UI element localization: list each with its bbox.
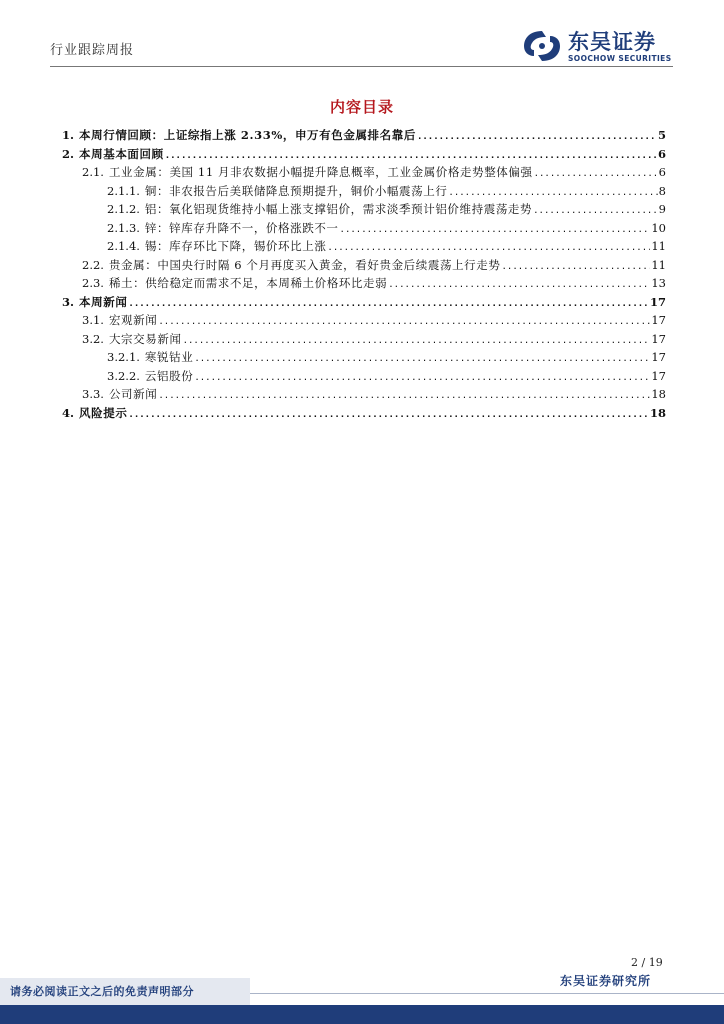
toc-entry-title: 稀土：供给稳定而需求不足，本周稀土价格环比走弱 [108,276,388,290]
toc-leader-dots [128,295,649,312]
toc-entry-number: 3.1. [82,313,104,327]
logo-chinese-name: 东吴证券 [568,30,656,54]
toc-entry-number: 3.3. [82,387,104,401]
toc-entry-number: 2.2. [82,257,104,272]
toc-entry[interactable] [62,126,666,145]
toc-entry[interactable] [62,348,666,367]
toc-entry-title: 风险提示 [79,405,128,420]
toc-leader-dots [183,332,651,349]
disclaimer-notice: 请务必阅读正文之后的免责声明部分 [0,978,250,1005]
toc-entry[interactable] [62,182,666,201]
toc-entry-title: 大宗交易新闻 [108,331,182,346]
toc-entry-title: 本周基本面回顾 [79,146,164,161]
toc-entry-title: 贵金属：中国央行时隔 6 个月再度买入黄金，看好贵金后续震荡上行走势 [108,257,501,272]
table-of-contents [62,126,666,422]
toc-leader-dots [417,128,657,145]
toc-entry-page: 10 [651,220,666,235]
toc-entry-page: 8 [658,183,666,198]
toc-leader-dots [501,258,650,275]
toc-entry-number: 3.2. [82,331,104,346]
toc-leader-dots [534,165,658,182]
toc-entry[interactable] [62,219,666,238]
institute-name: 东吴证券研究所 [560,974,652,988]
toc-entry-number: 1. [62,128,75,142]
toc-entry-page: 13 [651,276,666,290]
toc-entry[interactable] [62,385,666,404]
toc-entry[interactable] [62,293,666,312]
toc-leader-dots [165,147,657,164]
toc-entry-number: 2.1.3. [107,220,140,235]
toc-entry[interactable] [62,274,666,293]
toc-entry-number: 3.2.1. [107,350,140,364]
toc-leader-dots [194,369,650,386]
toc-entry-page: 18 [649,405,666,420]
toc-entry-page: 6 [658,165,666,179]
toc-entry-title: 公司新闻 [108,387,158,401]
toc-title: 内容目录 [329,98,394,116]
toc-entry-page: 17 [651,368,666,383]
toc-entry-number: 4. [62,405,75,420]
toc-entry-number: 2.1.1. [107,183,140,198]
toc-entry-title: 本周行情回顾：上证综指上涨 2.33%，申万有色金属排名靠后 [79,128,416,142]
toc-entry-page: 5 [657,128,666,142]
toc-entry-title: 寒锐钴业 [144,350,194,364]
toc-entry-title: 锡：库存环比下降，锡价环比上涨 [144,239,327,253]
company-logo [520,26,680,66]
toc-leader-dots [327,239,650,256]
toc-entry[interactable] [62,330,666,349]
toc-entry-number: 2. [62,146,75,161]
toc-entry-page: 11 [651,257,666,272]
toc-entry-number: 2.3. [82,276,104,290]
toc-entry-number: 3.2.2. [107,368,140,383]
toc-entry-page: 17 [651,313,666,327]
toc-entry-number: 2.1.4. [107,239,140,253]
toc-entry[interactable] [62,404,666,423]
toc-entry-title: 宏观新闻 [108,313,158,327]
header-divider [50,66,673,67]
toc-entry-page: 17 [649,294,666,309]
toc-entry[interactable] [62,145,666,164]
toc-entry[interactable] [62,367,666,386]
toc-leader-dots [388,276,650,293]
toc-entry-page: 17 [651,350,666,364]
toc-entry[interactable] [62,311,666,330]
page-number: 2 / 19 [631,956,663,969]
toc-entry[interactable] [62,237,666,256]
toc-entry-title: 工业金属：美国 11 月非农数据小幅提升降息概率，工业金属价格走势整体偏强 [108,165,533,179]
toc-leader-dots [158,313,650,330]
toc-leader-dots [158,387,650,404]
toc-entry-number: 2.1. [82,165,104,179]
toc-leader-dots [448,184,657,201]
toc-leader-dots [194,350,650,367]
toc-leader-dots [128,406,649,423]
toc-entry-page: 9 [658,202,666,216]
toc-entry-title: 本周新闻 [79,294,128,309]
toc-entry-page: 6 [657,146,666,161]
toc-entry-number: 2.1.2. [107,202,140,216]
toc-leader-dots [340,221,651,238]
soochow-logo-icon [520,28,564,64]
toc-entry-title: 铜：非农报告后美联储降息预期提升，铜价小幅震荡上行 [144,183,448,198]
toc-entry[interactable] [62,200,666,219]
toc-entry-title: 铝：氧化铝现货维持小幅上涨支撑铝价，需求淡季预计铝价维持震荡走势 [144,202,533,216]
toc-entry-title: 云铝股份 [144,368,194,383]
toc-leader-dots [533,202,658,219]
toc-entry-page: 17 [651,331,666,346]
toc-entry[interactable] [62,256,666,275]
logo-english-name: SOOCHOW SECURITIES [568,54,672,63]
toc-entry-title: 锌：锌库存升降不一，价格涨跌不一 [144,220,339,235]
report-type-label: 行业跟踪周报 [50,43,135,58]
toc-entry-page: 11 [651,239,666,253]
toc-entry-page: 18 [651,387,666,401]
toc-entry[interactable] [62,163,666,182]
footer-band [0,1005,724,1024]
toc-entry-number: 3. [62,294,75,309]
